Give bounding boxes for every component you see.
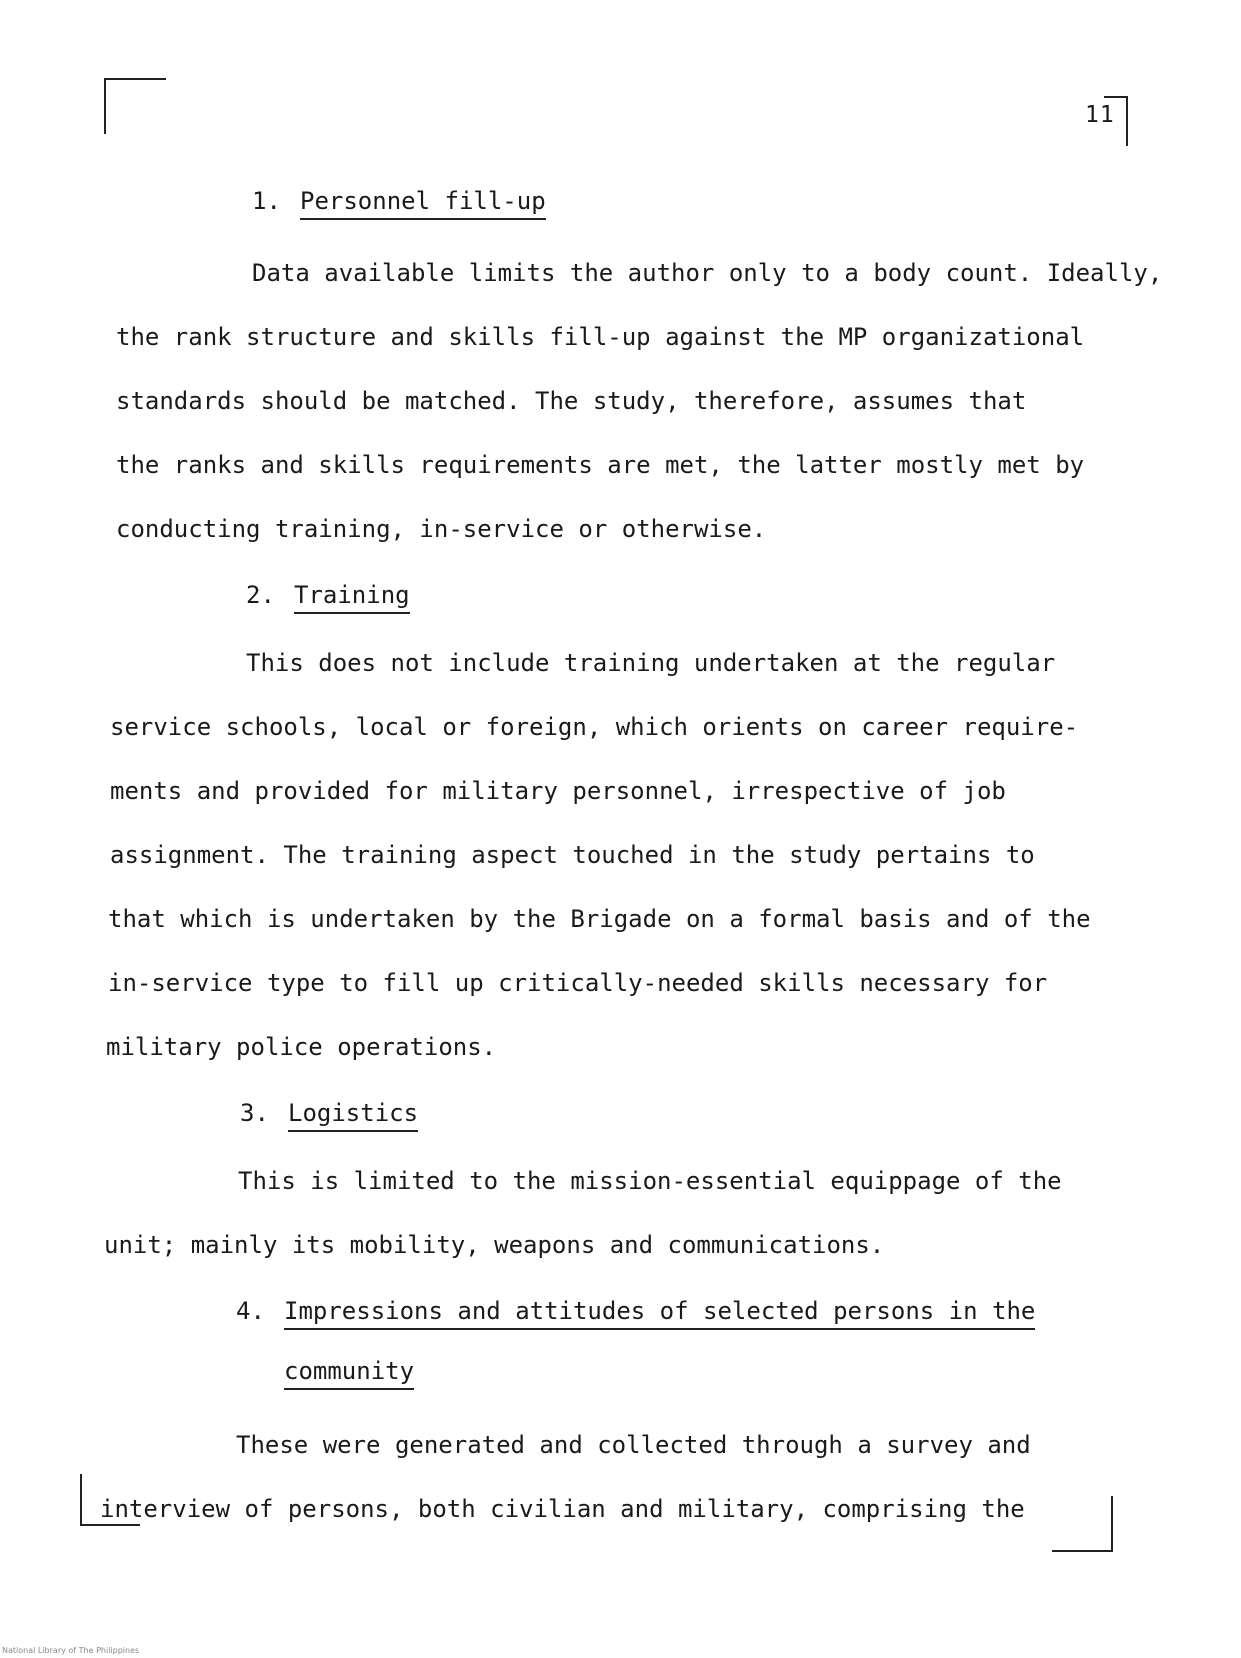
section-number: 2. [246,581,275,609]
section-title: Personnel fill-up [300,186,546,220]
crop-mark-bottom-right [1111,1496,1113,1552]
section-title: Impressions and attitudes of selected persons in the [284,1296,1035,1330]
section-number: 4. [236,1297,265,1325]
paragraph-line: ments and provided for military personnel, irrespective of job [110,777,1006,805]
crop-mark-bottom-right [1052,1550,1112,1552]
paragraph-line: interview of persons, both civilian and military, comprising the [100,1495,1025,1523]
paragraph-line: military police operations. [106,1033,497,1061]
crop-mark-bottom-left [80,1474,82,1524]
paragraph-line: This is limited to the mission-essential equippage of the [238,1167,1062,1195]
section-heading [236,1296,1035,1330]
paragraph-line: conducting training, in-service or otherwise. [116,515,767,543]
crop-mark-top-right [1126,96,1128,146]
paragraph-line: assignment. The training aspect touched in the study pertains to [110,841,1035,869]
paragraph-line: These were generated and collected through a survey and [236,1431,1031,1459]
paragraph-line: in-service type to fill up critically-needed skills necessary for [108,969,1048,997]
section-number: 1. [252,187,281,215]
paragraph-line: that which is undertaken by the Brigade on a formal basis and of the [108,905,1091,933]
crop-mark-top-right [1104,96,1128,98]
paragraph-line: service schools, local or foreign, which orients on career require- [110,713,1079,741]
section-heading-continuation [284,1356,414,1390]
paragraph-line: standards should be matched. The study, therefore, assumes that [116,387,1027,415]
crop-mark-top-left [104,78,166,80]
paragraph-line: unit; mainly its mobility, weapons and communications. [104,1231,885,1259]
section-heading [240,1098,418,1132]
section-number: 3. [240,1099,269,1127]
paragraph-line: This does not include training undertaken at the regular [246,649,1056,677]
section-title: community [284,1356,414,1390]
paragraph-line: Data available limits the author only to a body count. Ideally, [252,259,1163,287]
page-number: 11 [1085,102,1115,128]
section-heading [252,186,546,220]
section-title: Training [294,580,410,614]
section-heading [246,580,410,614]
archive-footer: National Library of The Philippines [2,1646,140,1655]
paragraph-line: the rank structure and skills fill-up against the MP organizational [116,323,1085,351]
crop-mark-top-left [104,78,106,134]
crop-mark-bottom-left [80,1524,140,1526]
paragraph-line: the ranks and skills requirements are met, the latter mostly met by [116,451,1085,479]
section-title: Logistics [288,1098,418,1132]
